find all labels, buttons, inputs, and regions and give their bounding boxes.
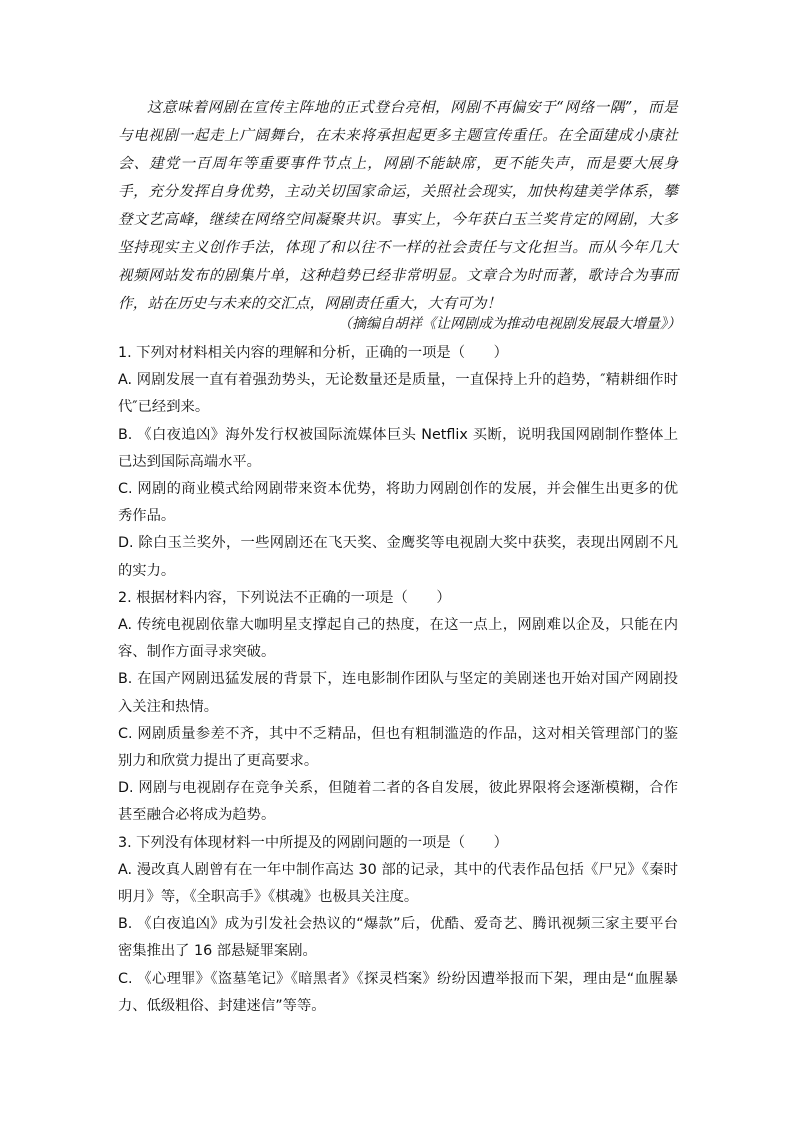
option-a: A. 网剧发展一直有着强劲势头，无论数量还是质量，一直保持上升的趋势，″精耕细作时代″已经到来。 [118, 372, 678, 416]
option-c: C. 网剧质量参差不齐，其中不乏精品，但也有粗制滥造的作品，这对相关管理部门的鉴别力和欣赏力提出了更高要求。 [118, 725, 678, 770]
passage-source: （摘编自胡祥《让网剧成为推动电视剧发展最大增量》） [338, 316, 681, 332]
option-b: B. 《白夜追凶》成为引发社会热议的“爆款”后，优酷、爱奇艺、腾讯视频三家主要平台密集推出了 16 部悬疑罪案剧。 [118, 916, 678, 960]
option-a: A. 传统电视剧依靠大咖明星支撑起自己的热度，在这一点上，网剧难以企及，只能在内容、制作方面寻求突破。 [118, 617, 678, 661]
option-c: C. 《心理罪》《盗墓笔记》《暗黑者》《探灵档案》纷纷因遭举报而下架，理由是“血腥暴力、低级粗俗、封建迷信”等等。 [118, 970, 678, 1014]
passage-paragraph: 这意味着网剧在宣传主阵地的正式登台亮相，网剧不再偏安于“网络一隅”，而是与电视剧一起走上广阔舞台，在未来将承担起更多主题宣传重任。在全面建成小康社会、建党一百周年等重要事件节点上，网剧不能缺席，更不能失声，而是要大展身手，充分发挥自身优势，主动关切国家命运，关照社会现实，加快构建美学体系，攀登文艺高峰，继续在网络空间凝聚共识。事实上，今年获白玉兰奖肯定的网剧，大多坚持现实主义创作手法，体现了和以往不一样的社会责任与文化担当。而从今年几大视频网站发布的剧集片单，这种趋势已经非常明显。文章合为时而著，歌诗合为事而作，站在历史与未来的交汇点，网剧责任重大，大有可为！ [118, 99, 678, 312]
question-3 [118, 830, 678, 1020]
option-b: B. 《白夜追凶》海外发行权被国际流媒体巨头 Netflix 买断，说明我国网剧制作整体上已达到国际高端水平。 [118, 426, 678, 470]
option-b: B. 在国产网剧迅猛发展的背景下，连电影制作团队与坚定的美剧迷也开始对国产网剧投入关注和热情。 [118, 671, 678, 715]
question-2 [118, 585, 678, 830]
option-a: A. 漫改真人剧曾有在一年中制作高达 30 部的记录，其中的代表作品包括《尸兄》《秦时明月》等，《全职高手》《棋魂》也极具关注度。 [118, 861, 678, 906]
option-d: D. 除白玉兰奖外，一些网剧还在飞天奖、金鹰奖等电视剧大奖中获奖，表现出网剧不凡的实力。 [118, 535, 678, 579]
question-list [118, 340, 678, 1020]
question-stem: 2. 根据材料内容，下列说法不正确的一项是（ ） [118, 589, 451, 606]
question-1 [118, 340, 678, 585]
option-c: C. 网剧的商业模式给网剧带来资本优势，将助力网剧创作的发展，并会催生出更多的优秀作品。 [118, 481, 678, 525]
question-stem: 3. 下列没有体现材料一中所提及的网剧问题的一项是（ ） [118, 834, 508, 851]
question-stem: 1. 下列对材料相关内容的理解和分析，正确的一项是（ ） [118, 345, 508, 361]
option-d: D. 网剧与电视剧存在竞争关系，但随着二者的各自发展，彼此界限将会逐渐模糊，合作甚至融合必将成为趋势。 [118, 780, 678, 824]
